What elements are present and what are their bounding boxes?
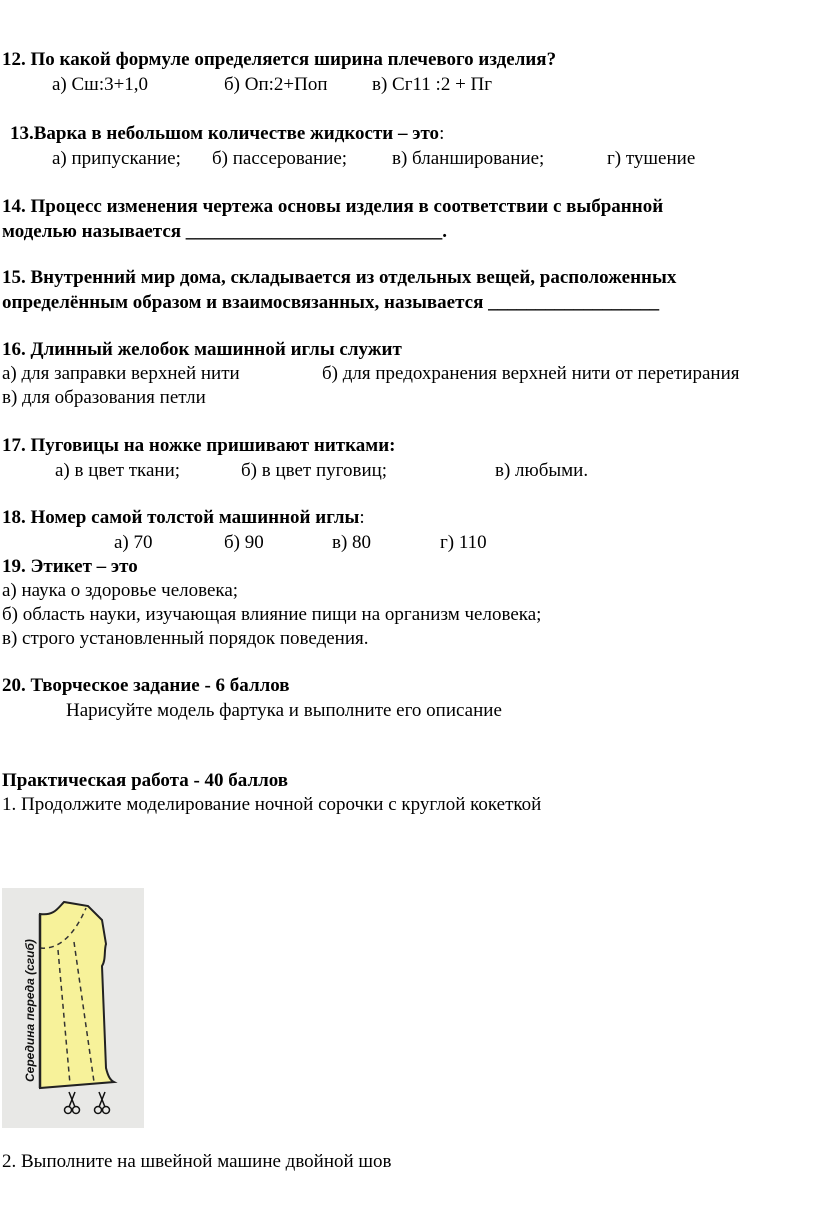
q16-option-c: в) для образования петли <box>2 387 206 408</box>
q13-colon: : <box>439 123 445 144</box>
practical-title: Практическая работа - 40 баллов <box>2 770 289 791</box>
q17-option-b: б) в цвет пуговиц; <box>241 460 388 481</box>
q18-option-c: в) 80 <box>332 532 372 553</box>
pattern-outline <box>40 902 114 1088</box>
q13-title-text: 13.Варка в небольшом количестве жидкости – это <box>10 123 440 144</box>
q16-title: 16. Длинный желобок машинной иглы служит <box>2 339 402 360</box>
q14-line2: моделью называется ___________________________. <box>2 221 448 242</box>
nightgown-pattern-drawing <box>2 888 144 1128</box>
scissors-icon <box>65 1092 80 1114</box>
q13-title <box>10 122 444 146</box>
q13-option-d: г) тушение <box>607 148 696 169</box>
scissors-icon <box>95 1092 110 1114</box>
q18-title <box>2 506 365 530</box>
q18-option-a: а) 70 <box>114 532 153 553</box>
q15-line1: 15. Внутренний мир дома, складывается из отдельных вещей, расположенных <box>2 267 677 288</box>
q17-title: 17. Пуговицы на ножке пришивают нитками: <box>2 435 396 456</box>
q19-option-c: в) строго установленный порядок поведения. <box>2 628 369 649</box>
practical-task-1: 1. Продолжите моделирование ночной сорочки с круглой кокеткой <box>2 794 542 815</box>
q18-option-d: г) 110 <box>440 532 487 553</box>
q18-colon: : <box>359 507 365 528</box>
q19-option-a: а) наука о здоровье человека; <box>2 580 239 601</box>
q12-option-b: б) Оп:2+Поп <box>224 74 328 95</box>
nightgown-pattern-figure <box>2 888 144 1128</box>
q20-task: Нарисуйте модель фартука и выполните его описание <box>66 700 502 721</box>
q17-option-a: а) в цвет ткани; <box>55 460 181 481</box>
fold-label: Середина переда (сгиб) <box>23 939 37 1082</box>
q16-option-a: а) для заправки верхней нити <box>2 363 240 384</box>
q18-option-b: б) 90 <box>224 532 264 553</box>
q13-option-b: б) пассерование; <box>212 148 348 169</box>
q17-option-c: в) любыми. <box>495 460 589 481</box>
q16-option-b: б) для предохранения верхней нити от перетирания <box>322 363 740 384</box>
q15-line2: определённым образом и взаимосвязанных, называется __________________ <box>2 292 660 313</box>
q12-option-c: в) Сг11 :2 + Пг <box>372 74 493 95</box>
q12-title: 12. По какой формуле определяется ширина плечевого изделия? <box>2 49 557 70</box>
q14-line1: 14. Процесс изменения чертежа основы изделия в соответствии с выбранной <box>2 196 664 217</box>
q13-option-a: а) припускание; <box>52 148 181 169</box>
q18-title-text: 18. Номер самой толстой машинной иглы <box>2 507 360 528</box>
q13-option-c: в) бланширование; <box>392 148 545 169</box>
q20-title: 20. Творческое задание - 6 баллов <box>2 675 290 696</box>
q19-option-b: б) область науки, изучающая влияние пищи на организм человека; <box>2 604 542 625</box>
practical-task-2: 2. Выполните на швейной машине двойной шов <box>2 1151 392 1172</box>
q19-title: 19. Этикет – это <box>2 556 138 577</box>
q12-option-a: а) Сш:3+1,0 <box>52 74 149 95</box>
